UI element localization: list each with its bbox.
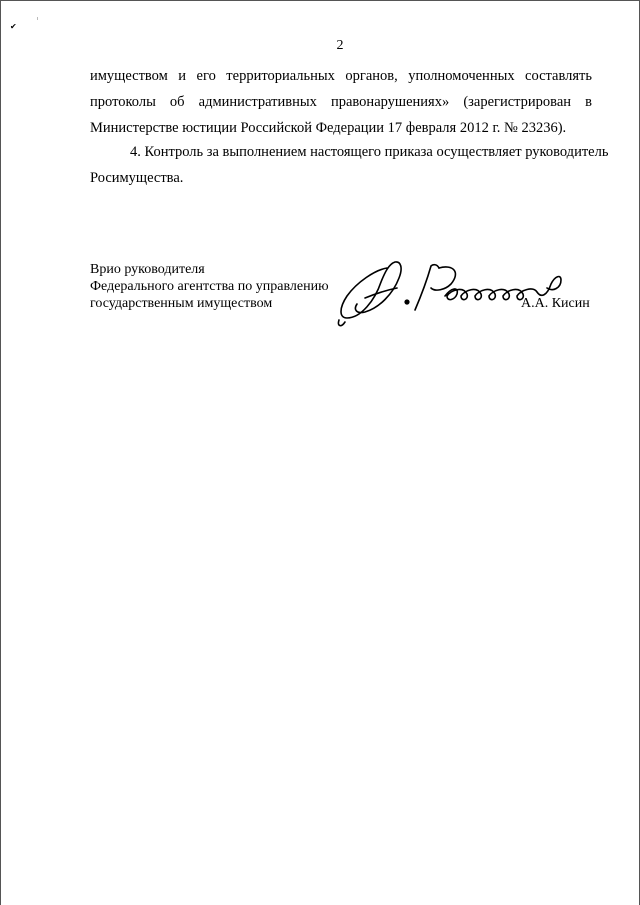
text-line: протоколы об административных правонарушениях» (зарегистрирован в [90,94,592,110]
text-line: Росимущества. [90,170,184,186]
scan-edge-top [0,0,640,1]
paragraph-continuation [90,63,592,141]
page-number: 2 [336,38,344,53]
signatory-position-line: Федерального агентства по управлению [90,279,329,294]
scan-edge-left [0,0,1,905]
scan-speck [37,17,38,20]
handwritten-signature [335,248,575,328]
signatory-position-line: Врио руководителя [90,262,205,277]
signatory-position-line: государственным имуществом [90,296,273,311]
text-line: Министерстве юстиции Российской Федерации 17 февраля 2012 г. № 23236). [90,120,567,136]
text-line: 4. Контроль за выполнением настоящего приказа осуществляет руководитель [130,144,609,160]
margin-checkmark-icon: ✔ [10,22,17,31]
text-line: имуществом и его территориальных органов, уполномоченных составлять [90,68,592,84]
paragraph-control-clause [90,139,609,191]
signatory-name: А.А. Кисин [521,296,590,311]
signatory-position [90,261,329,312]
